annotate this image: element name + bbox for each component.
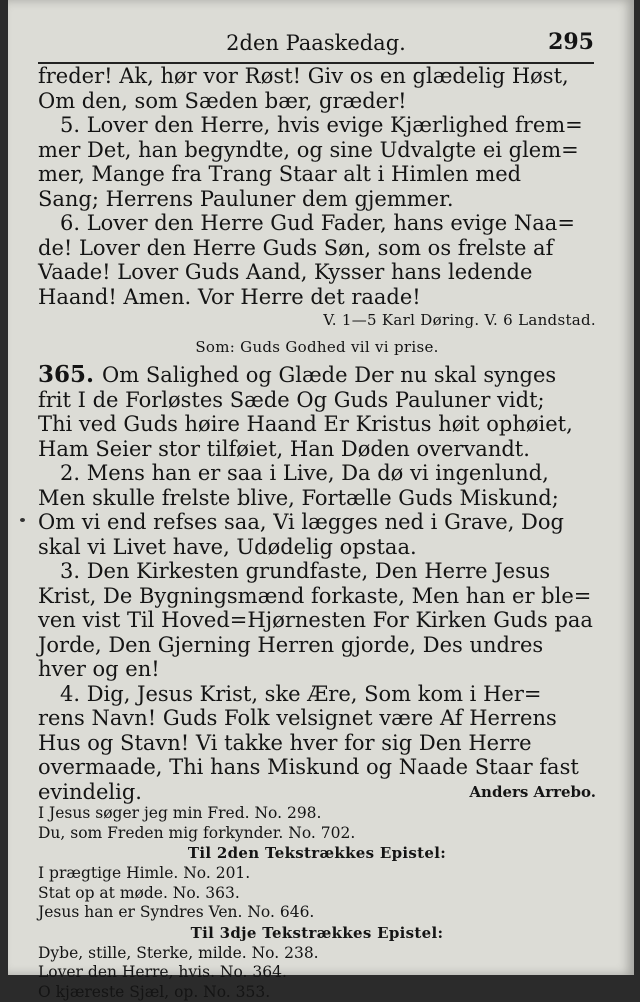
hymn-reference: Jesus han er Syndres Ven. No. 646. xyxy=(38,903,596,923)
text-line: hver og en! xyxy=(38,657,596,682)
hymn-reference: Stat op at møde. No. 363. xyxy=(38,884,596,904)
related-hymns xyxy=(38,804,596,843)
section-epistle-3 xyxy=(38,923,596,1002)
author-credit: V. 1—5 Karl Døring. V. 6 Landstad. xyxy=(38,309,596,331)
hymn-number: 365. xyxy=(38,361,94,388)
hymn-last-line xyxy=(38,780,596,805)
hymn-reference: I Jesus søger jeg min Fred. No. 298. xyxy=(38,804,596,824)
text-line: de! Lover den Herre Guds Søn, som os frelste af xyxy=(38,236,596,261)
text-line: Hus og Stavn! Vi takke hver for sig Den Herre xyxy=(38,731,596,756)
header-title: 2den Paaskedag. xyxy=(38,31,594,55)
text-line: Jorde, Den Gjerning Herren gjorde, Des undres xyxy=(38,633,596,658)
hymn-first-line xyxy=(38,363,596,388)
page-body xyxy=(38,64,596,1002)
section-heading: Til 2den Tekstrækkes Epistel: xyxy=(38,843,596,864)
text-line: mer, Mange fra Trang Staar alt i Himlen med xyxy=(38,162,596,187)
margin-mark xyxy=(20,518,25,522)
text-line: Vaade! Lover Guds Aand, Kysser hans ledende xyxy=(38,260,596,285)
hymn-reference: O kjæreste Sjæl, op. No. 353. xyxy=(38,983,596,1002)
verse-start-line: 4. Dig, Jesus Krist, ske Ære, Som kom i Her= xyxy=(38,682,596,707)
text-line: mer Det, han begyndte, og sine Udvalgte ei glem= xyxy=(38,138,596,163)
verse-start-line: 5. Lover den Herre, hvis evige Kjærlighed frem= xyxy=(38,113,596,138)
hymn-author: Anders Arrebo. xyxy=(469,780,596,805)
hymn-reference: Du, som Freden mig forkynder. No. 702. xyxy=(38,824,596,844)
text-line: frit I de Forløstes Sæde Og Guds Pauluner vidt; xyxy=(38,388,596,413)
verse-start-line: 3. Den Kirkesten grundfaste, Den Herre Jesus xyxy=(38,559,596,584)
section-epistle-2 xyxy=(38,843,596,923)
previous-hymn-ending xyxy=(38,64,596,331)
text-line: Ham Seier stor tilføiet, Han Døden overvandt. xyxy=(38,437,596,462)
hymnbook-page xyxy=(8,0,634,975)
verse-start-line: 6. Lover den Herre Gud Fader, hans evige Naa= xyxy=(38,211,596,236)
hymn-first-line-text: Om Salighed og Glæde Der nu skal synges xyxy=(102,363,556,387)
running-header xyxy=(38,28,594,64)
text-line: ven vist Til Hoved=Hjørnesten For Kirken Guds paa xyxy=(38,608,596,633)
hymn-reference: Lover den Herre, hvis. No. 364. xyxy=(38,963,596,983)
text-line: Om den, som Sæden bær, græder! xyxy=(38,89,596,114)
text-line: Thi ved Guds høire Haand Er Kristus høit ophøiet, xyxy=(38,412,596,437)
hymn-reference: I prægtige Himle. No. 201. xyxy=(38,864,596,884)
hymn-reference: Dybe, stille, Sterke, milde. No. 238. xyxy=(38,944,596,964)
text-line: rens Navn! Guds Folk velsignet være Af Herrens xyxy=(38,706,596,731)
section-heading: Til 3dje Tekstrækkes Epistel: xyxy=(38,923,596,944)
text-line: freder! Ak, hør vor Røst! Giv os en glædelig Høst, xyxy=(38,64,596,89)
text-line: skal vi Livet have, Udødelig opstaa. xyxy=(38,535,596,560)
page-number: 295 xyxy=(548,29,594,55)
text-line: Om vi end refses saa, Vi lægges ned i Grave, Dog xyxy=(38,510,596,535)
text-line: Haand! Amen. Vor Herre det raade! xyxy=(38,285,596,310)
hymn-last-line-text: evindelig. xyxy=(38,780,142,805)
tune-reference: Som: Guds Godhed vil vi prise. xyxy=(38,331,596,363)
text-line: Men skulle frelste blive, Fortælle Guds Miskund; xyxy=(38,486,596,511)
text-line: Krist, De Bygningsmænd forkaste, Men han er ble= xyxy=(38,584,596,609)
verse-start-line: 2. Mens han er saa i Live, Da dø vi ingenlund, xyxy=(38,461,596,486)
text-line: Sang; Herrens Pauluner dem gjemmer. xyxy=(38,187,596,212)
hymn-365 xyxy=(38,363,596,804)
text-line: overmaade, Thi hans Miskund og Naade Staar fast xyxy=(38,755,596,780)
